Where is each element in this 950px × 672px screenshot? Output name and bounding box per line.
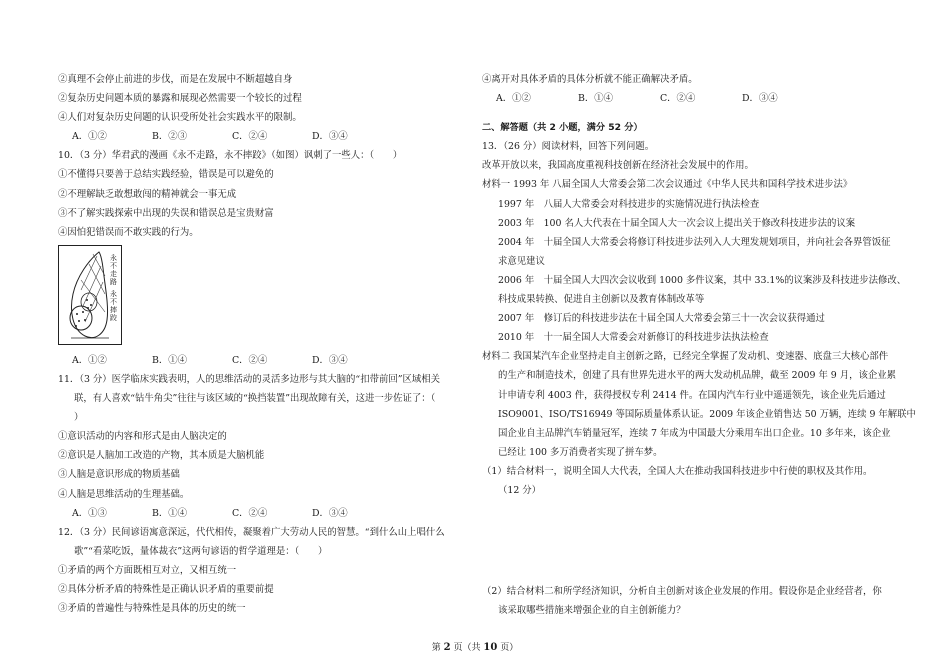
svg-text:不: 不 <box>110 297 117 306</box>
material-1-item: 2010 年 十一届全国人大常委会对新修订的科技进步法执法检查 <box>498 332 769 344</box>
choice-b: B．①④ <box>578 93 614 105</box>
q12-stem-line1: 12．（3 分）民间谚语寓意深远，代代相传，凝聚着广大劳动人民的智慧。“到什么山上唱什么 <box>58 526 445 538</box>
q13-intro: 改革开放以来，我国高度重视科技创新在经济社会发展中的作用。 <box>482 160 754 172</box>
q12-choices <box>482 89 902 108</box>
choice-c: C．②④ <box>660 93 696 105</box>
material-2-line: 的生产和制造技术，创建了具有世界先进水平的两大发动机品牌，截至 2009 年 9 月，该企业累 <box>498 370 896 382</box>
q9-choices <box>58 127 476 146</box>
choice-c: C．②④ <box>232 354 268 366</box>
material-1-item: 1997 年 八届人大常委会对科技进步的实施情况进行执法检查 <box>498 198 760 210</box>
q10-option-4: ④因怕犯错误而不敢实践的行为。 <box>58 226 199 238</box>
material-2-line: ISO9001、ISO/TS16949 等国际质量体系认证。2009 年该企业销售达 50 万辆，连续 9 年解联中 <box>498 408 916 420</box>
q9-option-3: ②复杂历史问题本质的暴露和展现必然需要一个较长的过程 <box>58 93 302 105</box>
q11-stem-line2: 联，有人喜欢“钻牛角尖”往往与该区域的“换挡装置”出现故障有关，这进一步佐证了：（ <box>74 393 436 405</box>
choice-b: B．②③ <box>152 131 188 143</box>
q11-stem-line3: ） <box>74 412 84 424</box>
q10-choices <box>58 351 476 370</box>
svg-text:走: 走 <box>110 269 117 278</box>
q11-option-4: ④人脑是思维活动的生理基础。 <box>58 488 190 500</box>
sub-question-2-cont: 该采取哪些措施来增强企业的自主创新能力？ <box>498 605 686 617</box>
material-1-heading: 材料一 1993 年 八届全国人大常委会第二次会议通过《中华人民共和国科学技术进步法》 <box>482 179 853 191</box>
footer-prefix: 第 <box>431 643 441 653</box>
answer-space[interactable] <box>482 500 902 582</box>
svg-text:永: 永 <box>110 289 117 298</box>
q11-choices <box>58 504 476 523</box>
choice-b: B．①④ <box>152 507 188 519</box>
q9-option-4: ④人们对复杂历史问题的认识受所处社会实践水平的限制。 <box>58 112 302 124</box>
material-1-item: 求意见建议 <box>498 255 545 267</box>
page-total: 10 <box>483 642 498 653</box>
material-2-line: 国企业自主品牌汽车销量冠军，连续 7 年成为中国最大分乘用车出口企业。10 多年来，该企业 <box>498 427 891 439</box>
q12-option-4: ④离开对具体矛盾的具体分析就不能正确解决矛盾。 <box>482 74 698 85</box>
footer-suffix: 页） <box>500 643 519 653</box>
svg-text:跤: 跤 <box>110 313 117 322</box>
sub-question-2: （2）结合材料二和所学经济知识，分析自主创新对该企业发展的作用。假设你是企业经营者，你 <box>482 586 882 598</box>
section-title: 二、解答题（共 2 小题，满分 52 分） <box>482 122 643 134</box>
q9-option-2: ②真理不会停止前进的步伐，而是在发展中不断超越自身 <box>58 74 293 85</box>
q10-option-1: ①不懂得只要善于总结实践经验，错误是可以避免的 <box>58 169 274 181</box>
material-2-line: 计申请专利 4003 件，获得授权专利 2414 件。在国内汽车行业中遥遥领先，该企业先后通过 <box>498 389 886 401</box>
material-1-item: 2003 年 100 名人大代表在十届全国人大一次会议上提出关于修改科技进步法的议案 <box>498 217 856 229</box>
q13-stem: 13．（26 分）阅读材料，回答下列问题。 <box>482 141 655 153</box>
choice-d: D．③④ <box>312 507 348 519</box>
footer-mid: 页（共 <box>453 643 481 653</box>
material-2-line: 已经让 100 多万消费者实现了拼车梦。 <box>498 446 663 458</box>
right-column <box>482 70 916 620</box>
choice-a: A．①② <box>72 354 107 366</box>
q11-stem-line1: 11．（3 分）医学临床实践表明，人的思维活动的灵活多边形与其大脑的“扣带前回”区域相关 <box>58 373 441 385</box>
svg-text:摔: 摔 <box>110 305 117 314</box>
q11-option-2: ②意识是人脑加工改造的产物，其本质是大脑机能 <box>58 450 265 462</box>
svg-text:路: 路 <box>110 277 117 286</box>
choice-a: A．①③ <box>72 507 107 519</box>
material-1-item: 2006 年 十届全国人大四次会议收到 1000 多件议案，其中 33.1%的议案涉及科技进步法修改、 <box>498 274 907 286</box>
choice-c: C．②④ <box>232 131 268 143</box>
choice-c: C．②④ <box>232 507 268 519</box>
choice-d: D．③④ <box>312 354 348 366</box>
cartoon-title-line1: 永 <box>110 253 117 262</box>
material-1-item: 科技成果转换、促进自主创新以及教育体制改革等 <box>498 294 705 306</box>
page-number: 2 <box>443 642 451 653</box>
choice-d: D．③④ <box>312 131 348 143</box>
q12-stem-line2: 歌”“看菜吃饭，量体裁衣”这两句谚语的哲学道理是：（ ） <box>74 545 328 557</box>
material-2-line: 材料二 我国某汽车企业坚持走自主创新之路，已经完全掌握了发动机、变速器、底盘三大核心部件 <box>482 351 889 363</box>
material-1-item: 2004 年 十届全国人大常委会将修订科技进步法列入人大理发规划项目，并向社会各界管饭征 <box>498 236 891 248</box>
choice-a: A．①② <box>72 131 107 143</box>
sub-question-1-score: （12 分） <box>498 484 542 496</box>
q10-option-2: ②不理解缺乏敢想敢闯的精神就会一事无成 <box>58 188 237 200</box>
left-column <box>58 70 476 618</box>
q12-option-3: ③矛盾的普遍性与特殊性是具体的历史的统一 <box>58 603 246 615</box>
q12-option-1: ①矛盾的两个方面既相互对立，又相互统一 <box>58 564 237 576</box>
q11-option-1: ①意识活动的内容和形式是由人脑决定的 <box>58 431 227 443</box>
q10-option-3: ③不了解实践探索中出现的失误和错误总是宝贵财富 <box>58 207 274 219</box>
q12-option-2: ②具体分析矛盾的特殊性是正确认识矛盾的重要前提 <box>58 583 274 595</box>
choice-d: D．③④ <box>742 93 778 105</box>
q11-option-3: ③人脑是意识形成的物质基础 <box>58 469 180 481</box>
choice-b: B．①④ <box>152 354 188 366</box>
q10-stem: 10．（3 分）华君武的漫画《永不走路，永不摔跤》（如图）讽刺了一些人：（ ） <box>58 150 403 162</box>
svg-text:不: 不 <box>110 261 117 270</box>
sub-question-1: （1）结合材料一，说明全国人大代表，全国人大在推动我国科技进步中行使的职权及其作用。 <box>482 465 873 477</box>
choice-a: A．①② <box>496 93 531 105</box>
material-1-item: 2007 年 修订后的科技进步法在十届全国人大常委会第三十一次会议获得通过 <box>498 313 825 325</box>
cartoon-figure <box>58 245 122 345</box>
cartoon-illustration <box>59 246 121 344</box>
page-footer <box>0 640 950 653</box>
